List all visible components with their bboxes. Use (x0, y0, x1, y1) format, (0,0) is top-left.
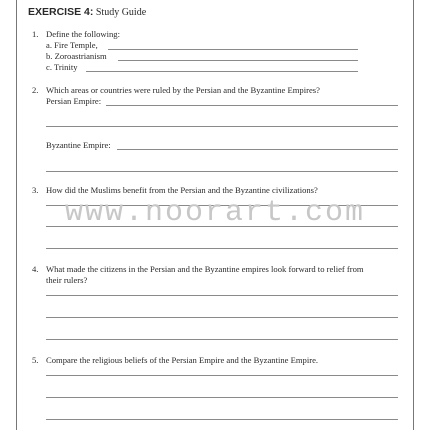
q2-persian-answer-line-1[interactable] (106, 105, 398, 106)
q1-item-a-term: Fire Temple, (54, 40, 98, 50)
q4-prompt-line-1: What made the citizens in the Persian and the Byzantine empires look forward to relief from (46, 264, 364, 274)
watermark: www.noorart.com (64, 196, 366, 230)
q1-number: 1. (32, 29, 39, 39)
q2-byzantine-answer-line-1[interactable] (117, 149, 398, 150)
q4-answer-line-1[interactable] (46, 295, 398, 296)
q1-item-b-letter: b. (46, 51, 53, 61)
q3-number: 3. (32, 185, 39, 195)
q1-item-a-letter: a. (46, 40, 52, 50)
exercise-subtitle: Study Guide (95, 7, 147, 18)
q1-item-b-answer-line[interactable] (118, 60, 358, 61)
q5-prompt: Compare the religious beliefs of the Persian Empire and the Byzantine Empire. (46, 355, 319, 365)
q1-item-c-term: Trinity (53, 62, 78, 72)
q1-item-c (46, 62, 78, 72)
q2-persian-answer-line-2[interactable] (46, 126, 398, 127)
exercise-title (28, 6, 146, 18)
q2-byzantine-answer-line-2[interactable] (46, 171, 398, 172)
q2-prompt: Which areas or countries were ruled by the Persian and the Byzantine Empires? (46, 85, 320, 95)
q5-number: 5. (32, 355, 39, 365)
q2-byzantine-label: Byzantine Empire: (46, 140, 111, 150)
q4-prompt-line-2: their rulers? (46, 275, 88, 285)
q2-number: 2. (32, 85, 39, 95)
q2-persian-label: Persian Empire: (46, 96, 102, 106)
q1-item-b (46, 51, 107, 61)
q1-item-c-answer-line[interactable] (86, 71, 358, 72)
q4-answer-line-3[interactable] (46, 339, 398, 340)
q1-prompt: Define the following: (46, 29, 120, 39)
q1-item-a (46, 40, 98, 50)
q1-item-c-letter: c. (46, 62, 52, 72)
q4-number: 4. (32, 264, 39, 274)
q3-prompt: How did the Muslims benefit from the Persian and the Byzantine civilizations? (46, 185, 318, 195)
q5-answer-line-1[interactable] (46, 375, 398, 376)
q4-answer-line-2[interactable] (46, 317, 398, 318)
q5-answer-line-2[interactable] (46, 397, 398, 398)
exercise-label: EXERCISE 4: (28, 6, 94, 18)
q1-item-a-answer-line[interactable] (108, 49, 358, 50)
q3-answer-line-3[interactable] (46, 248, 398, 249)
q5-answer-line-3[interactable] (46, 419, 398, 420)
q1-item-b-term: Zoroastrianism (54, 51, 107, 61)
